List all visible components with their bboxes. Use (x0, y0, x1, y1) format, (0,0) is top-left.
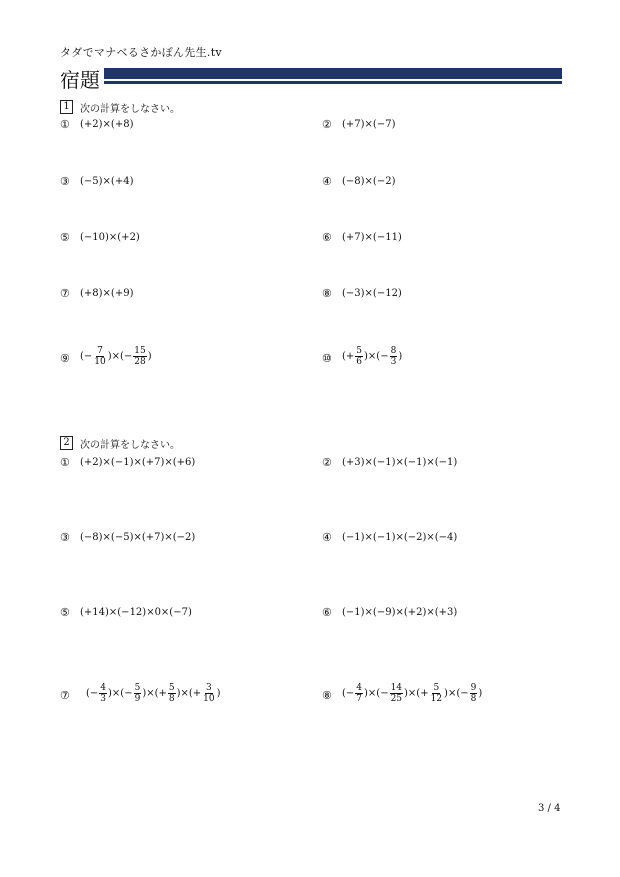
fraction (430, 683, 443, 704)
denominator: 8 (470, 694, 477, 704)
numerator: 3 (206, 683, 212, 693)
s1-p3-label: ③ (60, 175, 70, 188)
s2-p5-expr: (+14)×(−12)×0×(−7) (80, 607, 192, 618)
section-1-number: 1 (60, 100, 73, 114)
numerator: 5 (433, 683, 440, 693)
s1-p8-expr: (−3)×(−12) (342, 288, 402, 299)
site-name: タダでマナベるさかぽん先生.tv (60, 46, 222, 59)
s1-p5-expr: (−10)×(+2) (80, 232, 140, 243)
s1-p1-label: ① (60, 118, 70, 131)
fraction (168, 683, 176, 704)
s1-p4-label: ④ (322, 175, 332, 188)
expr-text: (− (86, 688, 99, 699)
denominator: 12 (430, 694, 443, 704)
expr-text: )×(− (108, 688, 133, 699)
page-title: 宿題 (60, 68, 100, 92)
s1-p3-expr: (−5)×(+4) (80, 176, 134, 187)
denominator: 7 (356, 694, 363, 704)
s2-p7-label: ⑦ (60, 689, 70, 702)
denominator: 9 (134, 694, 141, 704)
fraction (355, 683, 363, 704)
expr-text: (− (342, 688, 355, 699)
numerator: 9 (470, 683, 477, 693)
s1-p8-label: ⑧ (322, 287, 332, 300)
expr-text: (+ (342, 351, 355, 362)
expr-text: )×(+ (176, 688, 202, 699)
s1-p1-expr: (+2)×(+8) (80, 119, 134, 130)
expr-text: )×(+ (404, 688, 429, 699)
s2-p2-expr: (+3)×(−1)×(−1)×(−1) (342, 457, 458, 468)
denominator: 6 (356, 357, 363, 367)
fraction (470, 683, 478, 704)
fraction (202, 683, 215, 704)
fraction (390, 683, 403, 704)
s2-p2-label: ② (322, 456, 332, 469)
numerator: 14 (390, 683, 403, 693)
s2-p1-label: ① (60, 456, 70, 469)
numerator: 4 (100, 683, 107, 693)
section-2-number: 2 (60, 436, 73, 450)
s1-p5-label: ⑤ (60, 231, 70, 244)
expr-text: ) (147, 351, 152, 362)
fraction (390, 346, 398, 367)
s2-p7-expr (86, 683, 221, 704)
s2-p4-expr: (−1)×(−1)×(−2)×(−4) (342, 532, 458, 543)
expr-text: )×(− (107, 351, 133, 362)
s2-p3-expr: (−8)×(−5)×(+7)×(−2) (80, 532, 196, 543)
s1-p2-expr: (+7)×(−7) (342, 119, 396, 130)
fraction (99, 683, 107, 704)
fraction (133, 346, 146, 367)
s2-p4-label: ④ (322, 531, 332, 544)
s2-p8-label: ⑧ (322, 689, 332, 702)
s2-p1-expr: (+2)×(−1)×(+7)×(+6) (80, 457, 196, 468)
fraction (134, 683, 142, 704)
s1-p10-label: ⑩ (322, 352, 332, 365)
denominator: 8 (168, 694, 175, 704)
section-1-instruction: 次の計算をしなさい。 (80, 104, 180, 115)
s1-p9-label: ⑨ (60, 352, 70, 365)
expr-text: ) (398, 351, 403, 362)
s2-p3-label: ③ (60, 531, 70, 544)
s1-p6-label: ⑥ (322, 231, 332, 244)
expr-text: )×(− (364, 351, 389, 362)
denominator: 25 (390, 694, 403, 704)
s1-p4-expr: (−8)×(−2) (342, 176, 396, 187)
numerator: 15 (134, 346, 146, 356)
page-number: 3 / 4 (538, 803, 561, 814)
s2-p5-label: ⑤ (60, 606, 70, 619)
expr-text: )×(− (444, 688, 469, 699)
s1-p7-expr: (+8)×(+9) (80, 288, 134, 299)
numerator: 7 (97, 346, 103, 356)
expr-text: )×(− (364, 688, 389, 699)
numerator: 5 (168, 683, 175, 693)
s1-p10-expr (342, 346, 402, 367)
s1-p9-expr (80, 346, 152, 367)
denominator: 3 (100, 694, 107, 704)
numerator: 4 (356, 683, 363, 693)
numerator: 5 (356, 346, 363, 356)
denominator: 3 (390, 357, 397, 367)
expr-text: (− (80, 351, 93, 362)
denominator: 10 (203, 694, 215, 704)
numerator: 8 (390, 346, 397, 356)
expr-text: ) (478, 688, 483, 699)
denominator: 28 (134, 357, 146, 367)
numerator: 5 (134, 683, 141, 693)
title-bar-decoration (104, 68, 562, 86)
s2-p8-expr (342, 683, 482, 704)
s2-p6-expr: (−1)×(−9)×(+2)×(+3) (342, 607, 458, 618)
s2-p6-label: ⑥ (322, 606, 332, 619)
s1-p6-expr: (+7)×(−11) (342, 232, 402, 243)
denominator: 10 (94, 357, 106, 367)
expr-text: )×(+ (142, 688, 167, 699)
s1-p2-label: ② (322, 118, 332, 131)
fraction (355, 346, 363, 367)
expr-text: ) (216, 688, 221, 699)
s1-p7-label: ⑦ (60, 287, 70, 300)
section-2-instruction: 次の計算をしなさい。 (80, 440, 180, 451)
fraction (93, 346, 106, 367)
